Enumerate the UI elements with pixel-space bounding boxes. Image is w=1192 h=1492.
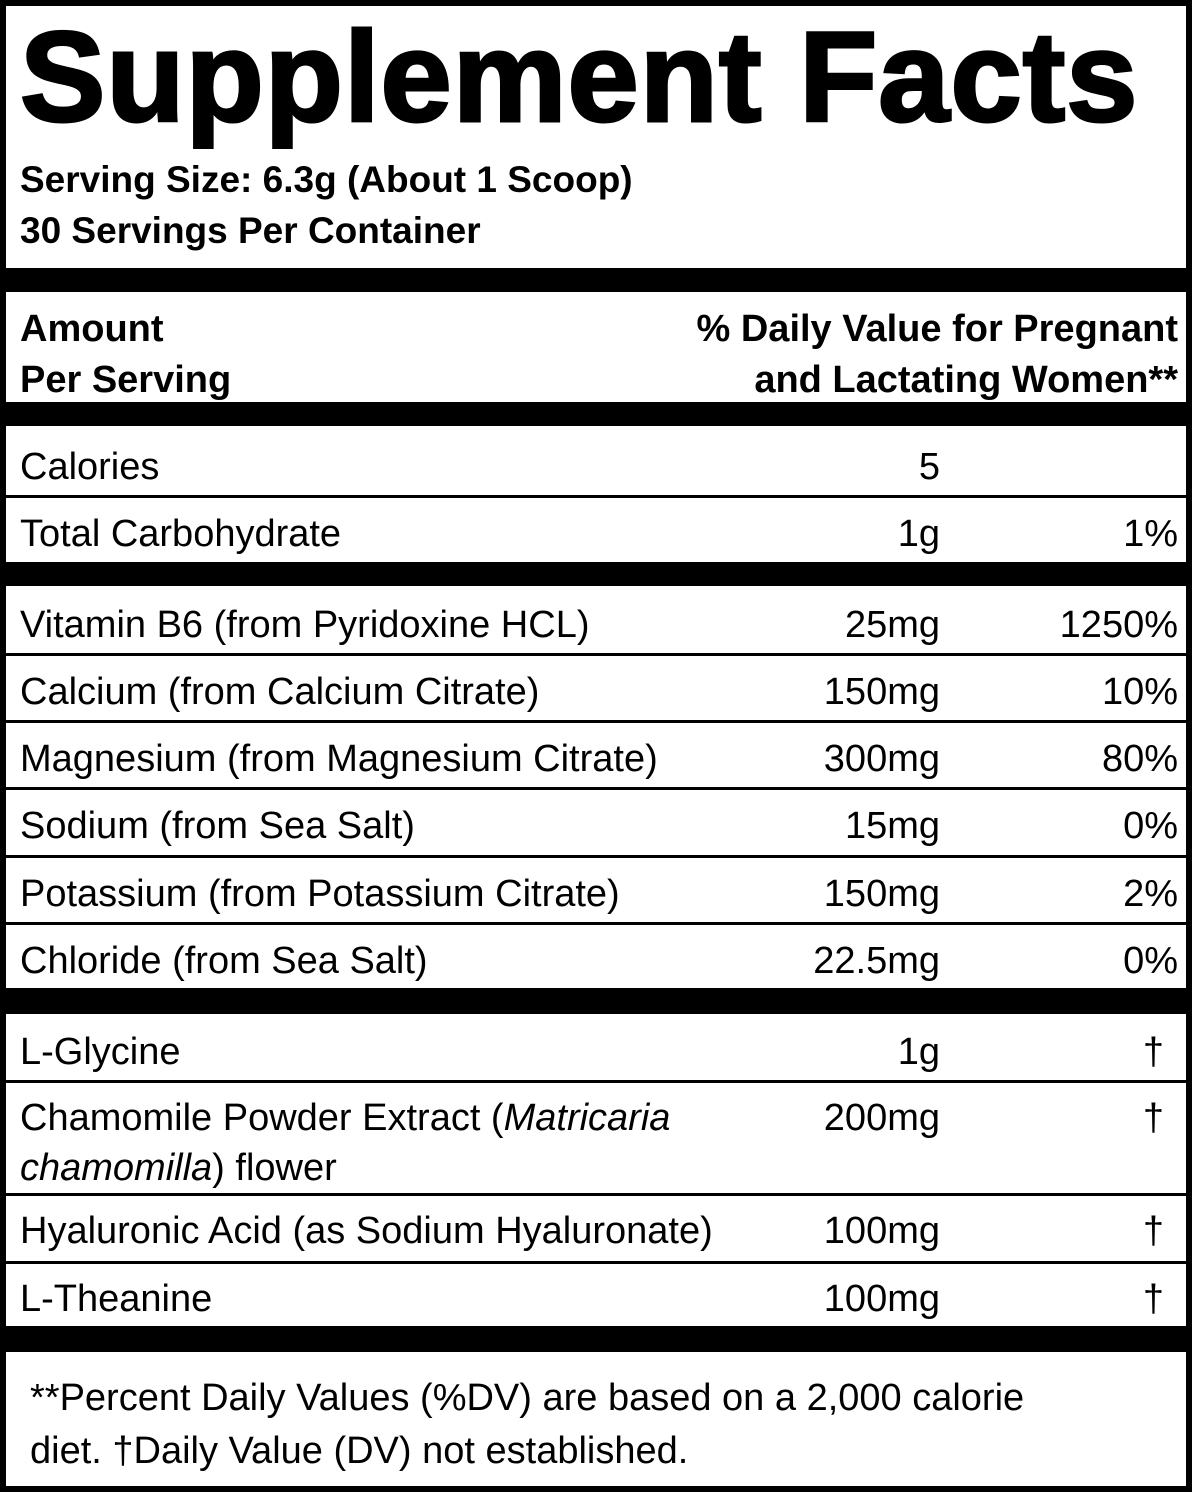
serving-info	[20, 154, 633, 256]
nutrient-name: Vitamin B6 (from Pyridoxine HCL)	[20, 604, 590, 646]
nutrient-name: L-Glycine	[20, 1031, 181, 1073]
nutrient-name: L-Theanine	[20, 1278, 213, 1320]
thick-divider	[6, 402, 1186, 426]
nutrient-amount: 150mg	[823, 873, 940, 915]
nutrient-name: Sodium (from Sea Salt)	[20, 805, 415, 847]
amount-header-line2: Per Serving	[20, 359, 232, 401]
footnote-line: **Percent Daily Values (%DV) are based on a 2,000 calorie	[30, 1377, 1025, 1419]
nutrient-row	[6, 1093, 1186, 1193]
nutrient-amount: 5	[918, 446, 940, 488]
dagger-mark: †	[1142, 1031, 1164, 1073]
thick-divider	[6, 562, 1186, 586]
amount-header	[20, 304, 231, 406]
row-divider	[6, 720, 1186, 723]
serving-size: Serving Size: 6.3g (About 1 Scoop)	[20, 159, 633, 200]
name-part: Chamomile Powder Extract (	[20, 1097, 504, 1139]
footnote-line: diet. †Daily Value (DV) not established.	[30, 1430, 689, 1472]
thick-divider	[6, 988, 1186, 1014]
nutrient-dv: 1%	[1123, 513, 1178, 555]
nutrient-amount: 25mg	[844, 604, 940, 646]
row-divider	[6, 855, 1186, 858]
botanical-name-species: chamomilla	[20, 1147, 213, 1189]
nutrient-amount: 22.5mg	[813, 940, 940, 982]
daily-value-header	[697, 304, 1178, 406]
row-divider	[6, 1080, 1186, 1083]
nutrient-name: Calcium (from Calcium Citrate)	[20, 671, 540, 713]
nutrient-name	[20, 1093, 670, 1193]
amount-header-line1: Amount	[20, 308, 164, 350]
nutrient-dv: 80%	[1101, 738, 1178, 780]
name-part: ) flower	[212, 1147, 337, 1189]
row-divider	[6, 653, 1186, 656]
row-divider	[6, 922, 1186, 925]
nutrient-dv: 2%	[1123, 873, 1178, 915]
dv-header-line2: and Lactating Women**	[754, 359, 1178, 401]
nutrient-dv: 10%	[1101, 671, 1178, 713]
nutrient-amount: 200mg	[823, 1097, 940, 1139]
thick-divider	[6, 268, 1186, 292]
nutrient-amount: 300mg	[823, 738, 940, 780]
nutrient-amount: 1g	[897, 1031, 940, 1073]
nutrient-amount: 15mg	[844, 805, 940, 847]
nutrient-amount: 1g	[897, 513, 940, 555]
nutrient-name: Total Carbohydrate	[20, 513, 342, 555]
nutrient-name: Hyaluronic Acid (as Sodium Hyaluronate)	[20, 1210, 713, 1252]
nutrient-amount: 100mg	[823, 1210, 940, 1252]
nutrient-amount: 100mg	[823, 1278, 940, 1320]
botanical-name-genus: Matricaria	[503, 1097, 671, 1139]
row-divider	[6, 787, 1186, 790]
dagger-mark: †	[1142, 1097, 1164, 1139]
nutrient-dv: 1250%	[1059, 604, 1178, 646]
dagger-mark: †	[1142, 1278, 1164, 1320]
servings-per-container: 30 Servings Per Container	[20, 210, 481, 251]
thick-divider	[6, 1326, 1186, 1352]
nutrient-dv: 0%	[1123, 805, 1178, 847]
footnote	[30, 1372, 1180, 1478]
nutrient-amount: 150mg	[823, 671, 940, 713]
row-divider	[6, 1193, 1186, 1196]
row-divider	[6, 1261, 1186, 1264]
row-divider	[6, 495, 1186, 498]
dagger-mark: †	[1142, 1210, 1164, 1252]
nutrient-dv: 0%	[1123, 940, 1178, 982]
panel-title: Supplement Facts	[20, 6, 1139, 149]
nutrient-name: Magnesium (from Magnesium Citrate)	[20, 738, 658, 780]
nutrient-name: Chloride (from Sea Salt)	[20, 940, 428, 982]
nutrient-name: Calories	[20, 446, 160, 488]
nutrient-name: Potassium (from Potassium Citrate)	[20, 873, 620, 915]
dv-header-line1: % Daily Value for Pregnant	[696, 308, 1178, 350]
